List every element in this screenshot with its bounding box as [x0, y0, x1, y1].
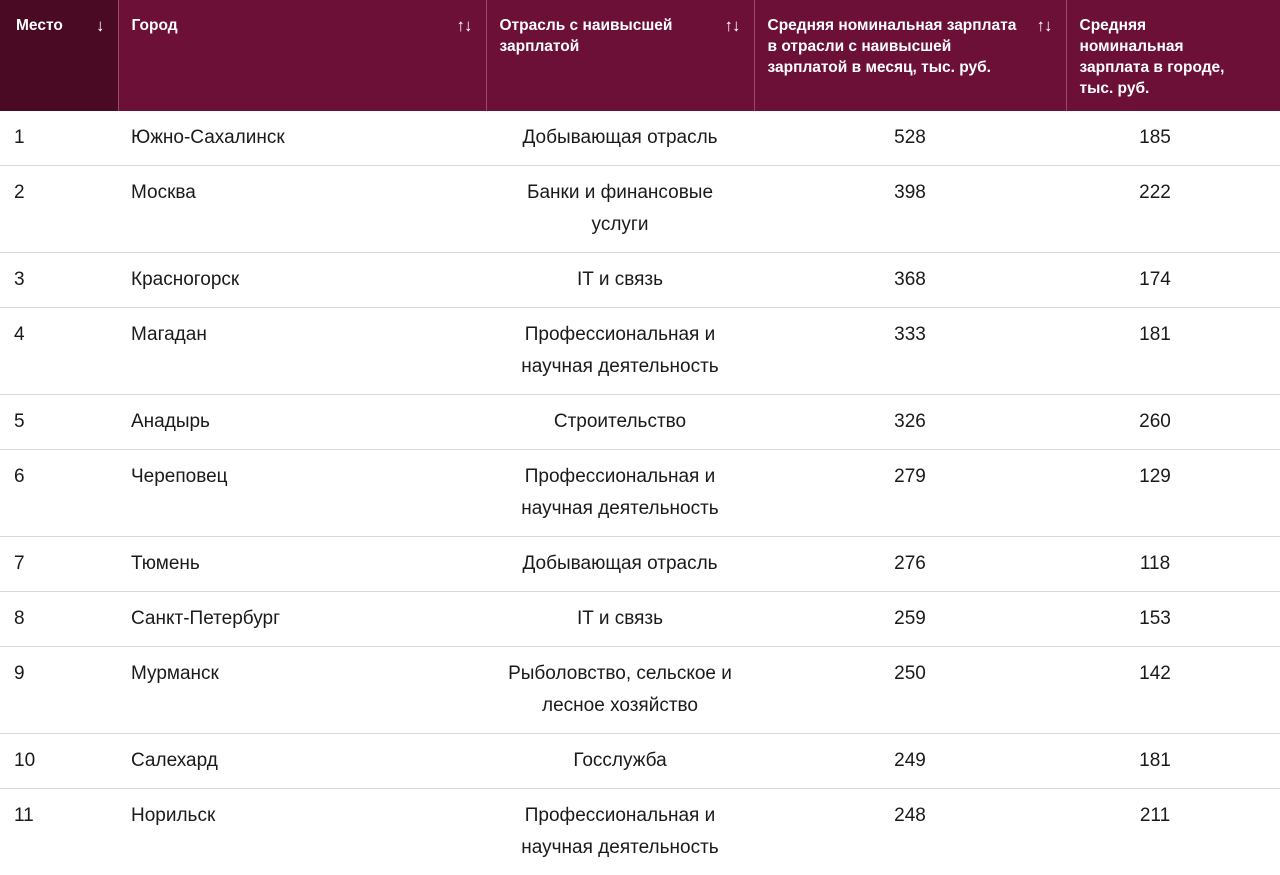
cell-industry-salary: 250 [754, 647, 1066, 734]
cell-industry-salary: 398 [754, 166, 1066, 253]
cell-industry-salary: 259 [754, 592, 1066, 647]
cell-city: Норильск [118, 789, 486, 875]
table-header [0, 0, 1280, 111]
cell-industry: Банки и финансовые услуги [486, 166, 754, 253]
column-header-city[interactable] [118, 0, 486, 111]
table-row [0, 592, 1280, 647]
column-header-label: Отрасль с наивысшей зарплатой [500, 15, 742, 57]
cell-rank: 8 [0, 592, 118, 647]
cell-industry: Профессиональная и научная деятельность [486, 308, 754, 395]
cell-city-salary: 260 [1066, 395, 1280, 450]
cell-industry-salary: 326 [754, 395, 1066, 450]
cell-rank: 1 [0, 111, 118, 166]
cell-industry: Добывающая отрасль [486, 111, 754, 166]
cell-industry-salary: 279 [754, 450, 1066, 537]
column-header-rank[interactable] [0, 0, 118, 111]
cell-industry: IT и связь [486, 592, 754, 647]
cell-rank: 11 [0, 789, 118, 875]
cell-industry-salary: 528 [754, 111, 1066, 166]
cell-city-salary: 181 [1066, 734, 1280, 789]
table-body [0, 111, 1280, 875]
cell-rank: 5 [0, 395, 118, 450]
cell-industry: Профессиональная и научная деятельность [486, 789, 754, 875]
table-row [0, 253, 1280, 308]
cell-industry: Госслужба [486, 734, 754, 789]
cell-industry-salary: 248 [754, 789, 1066, 875]
sort-descending-icon[interactable]: ↓ [96, 15, 104, 36]
column-header-label: Средняя номинальная зарплата в городе, тыс. руб. [1080, 15, 1269, 99]
cell-rank: 4 [0, 308, 118, 395]
column-header-city-salary [1066, 0, 1280, 111]
cell-city: Москва [118, 166, 486, 253]
table-row [0, 789, 1280, 875]
cell-rank: 6 [0, 450, 118, 537]
cell-rank: 10 [0, 734, 118, 789]
cell-city-salary: 129 [1066, 450, 1280, 537]
table-row [0, 395, 1280, 450]
cell-industry-salary: 249 [754, 734, 1066, 789]
cell-city: Магадан [118, 308, 486, 395]
header-row [0, 0, 1280, 111]
cell-rank: 3 [0, 253, 118, 308]
cell-city-salary: 181 [1066, 308, 1280, 395]
cell-city-salary: 185 [1066, 111, 1280, 166]
cell-city: Южно-Сахалинск [118, 111, 486, 166]
column-header-industry[interactable] [486, 0, 754, 111]
table-row [0, 111, 1280, 166]
cell-industry: Строительство [486, 395, 754, 450]
cell-city-salary: 153 [1066, 592, 1280, 647]
column-header-industry-salary[interactable] [754, 0, 1066, 111]
table-row [0, 537, 1280, 592]
sort-toggle-icon[interactable]: ↑↓ [457, 15, 472, 36]
cell-city-salary: 222 [1066, 166, 1280, 253]
cell-city: Череповец [118, 450, 486, 537]
cell-industry-salary: 333 [754, 308, 1066, 395]
cell-rank: 9 [0, 647, 118, 734]
cell-city-salary: 118 [1066, 537, 1280, 592]
cell-city: Анадырь [118, 395, 486, 450]
column-header-label: Место [16, 15, 106, 36]
cell-city: Салехард [118, 734, 486, 789]
cell-industry: Добывающая отрасль [486, 537, 754, 592]
table-row [0, 166, 1280, 253]
column-header-label: Средняя номинальная зарплата в отрасли с наивысшей зарплатой в месяц, тыс. руб. [768, 15, 1054, 78]
cell-industry: Рыболовство, сельское и лесное хозяйство [486, 647, 754, 734]
cell-city-salary: 211 [1066, 789, 1280, 875]
cell-city: Санкт-Петербург [118, 592, 486, 647]
cell-rank: 7 [0, 537, 118, 592]
cell-industry-salary: 276 [754, 537, 1066, 592]
table-row [0, 647, 1280, 734]
cell-city-salary: 174 [1066, 253, 1280, 308]
sort-toggle-icon[interactable]: ↑↓ [1037, 15, 1052, 36]
cell-city: Красногорск [118, 253, 486, 308]
cell-industry-salary: 368 [754, 253, 1066, 308]
cell-industry: IT и связь [486, 253, 754, 308]
table-row [0, 308, 1280, 395]
cell-rank: 2 [0, 166, 118, 253]
cell-industry: Профессиональная и научная деятельность [486, 450, 754, 537]
cell-city-salary: 142 [1066, 647, 1280, 734]
cell-city: Мурманск [118, 647, 486, 734]
table-row [0, 734, 1280, 789]
cell-city: Тюмень [118, 537, 486, 592]
sort-toggle-icon[interactable]: ↑↓ [725, 15, 740, 36]
column-header-label: Город [132, 15, 474, 36]
table-row [0, 450, 1280, 537]
